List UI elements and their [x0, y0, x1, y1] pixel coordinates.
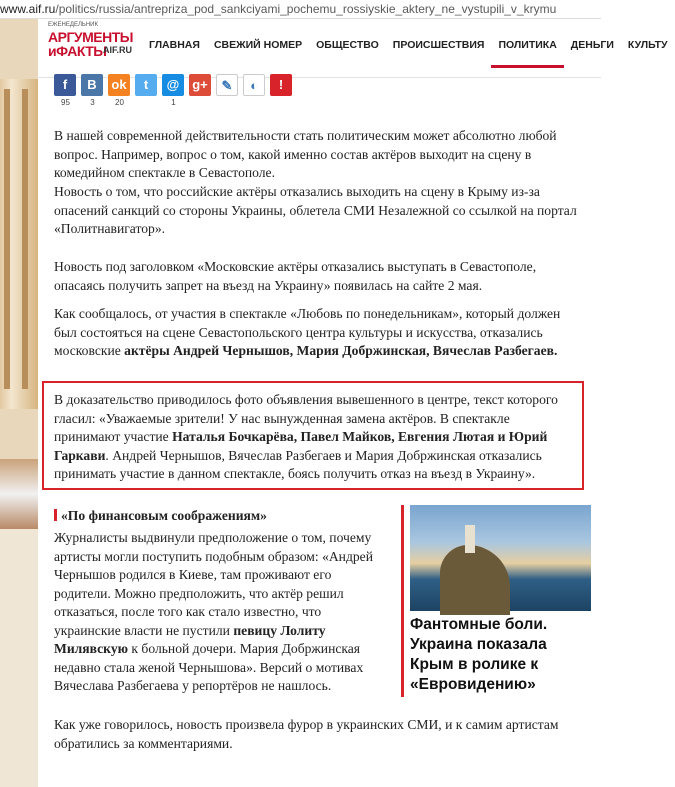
- site-header: [38, 19, 668, 78]
- share-facebook-button[interactable]: [54, 74, 77, 108]
- livejournal-count: [216, 98, 239, 108]
- nav-item-incidents[interactable]: ПРОИСШЕСТВИЯ: [392, 39, 485, 51]
- share-mailru-button[interactable]: [162, 74, 185, 108]
- facebook-icon: f: [54, 74, 76, 96]
- livejournal-icon: ✎: [216, 74, 238, 96]
- article-paragraph-3: Новость под заголовком «Московские актёры отказались выступать в Севастополе, опасаясь получить запрет на въезд на Украину» появилась на сайте 2 мая.: [54, 259, 537, 293]
- share-googleplus-button[interactable]: [189, 74, 212, 108]
- twitter-icon: t: [135, 74, 157, 96]
- nav-item-money[interactable]: ДЕНЬГИ: [570, 39, 614, 51]
- p6-link-lolita[interactable]: певицу Лолиту Милявскую: [54, 622, 326, 656]
- address-bar[interactable]: [0, 0, 601, 19]
- nav-item-home[interactable]: ГЛАВНАЯ: [149, 39, 200, 51]
- related-article-card[interactable]: [401, 505, 591, 701]
- share-vk-button[interactable]: [81, 74, 104, 108]
- liveinternet-count: [243, 98, 266, 108]
- background-banner-image: [0, 19, 38, 767]
- logo-domain: AIF.RU: [103, 45, 132, 55]
- related-article-image[interactable]: [410, 505, 591, 611]
- liveinternet-icon: ◐: [243, 74, 265, 96]
- article-paragraph-5: [54, 391, 574, 484]
- p5-text-a: В доказательство приводилось фото объявления вывешенного в центре, текст которого гласил: «Уважаемые зрители! У нас вынужденная замена актёров. В спектакле принимают участие: [54, 392, 558, 444]
- related-article-title[interactable]: Фантомные боли. Украина показала Крым в ролике к «Евровидению»: [410, 616, 548, 693]
- share-odnoklassniki-button[interactable]: [108, 74, 131, 108]
- share-report-button[interactable]: [270, 74, 293, 108]
- twitter-count: [135, 98, 158, 108]
- odnoklassniki-count: 20: [115, 98, 124, 107]
- nav-item-culture[interactable]: КУЛЬТУ: [627, 39, 668, 51]
- vk-icon: B: [81, 74, 103, 96]
- p5-text-b: . Андрей Чернышов, Вячеслав Разбегаев и Мария Добржинская отказались принимать участие в данном спектакле, боясь получить отказ на въезд в Украину».: [54, 447, 542, 481]
- share-liveinternet-button[interactable]: [243, 74, 266, 108]
- site-logo[interactable]: [48, 22, 133, 67]
- mailru-count: 1: [171, 98, 176, 107]
- p6-text-b: к больной дочери. Мария Добржинская недавно стала женой Чернышова». Версий о мотивах Вячеслава Разбегаева у репортёров не нашлось.: [54, 641, 364, 693]
- share-twitter-button[interactable]: [135, 74, 158, 108]
- share-livejournal-button[interactable]: [216, 74, 239, 108]
- nav-item-latest-issue[interactable]: СВЕЖИЙ НОМЕР: [213, 39, 303, 51]
- p4-text: Как сообщалось, от участия в спектакле «Любовь по понедельникам», который должен был состояться на сцене Севастопольского центра культуры и искусства, отказались московские: [54, 306, 561, 358]
- share-buttons: [54, 74, 297, 108]
- card-accent: [401, 505, 404, 697]
- p5-actors: Наталья Бочкарёва, Павел Майков, Евгения Лютая и Юрий Гаркави: [54, 429, 548, 463]
- subheading: «По финансовым соображениям»: [54, 508, 267, 524]
- logo-tagline: ЕЖЕНЕДЕЛЬНИК: [48, 22, 98, 28]
- nav-item-politics[interactable]: ПОЛИТИКА: [491, 29, 563, 68]
- facebook-count: 95: [61, 98, 70, 107]
- report-icon: !: [270, 74, 292, 96]
- logo-line2: иФАКТЫ: [48, 43, 107, 59]
- p4-actors: актёры Андрей Чернышов, Мария Добржинская, Вячеслав Разбегаев.: [124, 343, 558, 358]
- logo-line1: АРГУМЕНТЫ: [48, 29, 133, 45]
- vk-count: 3: [90, 98, 95, 107]
- article-paragraph-6: [54, 529, 384, 696]
- report-count: [270, 98, 293, 108]
- url-path: /politics/russia/antrepriza_pod_sankciyami_pochemu_rossiyskie_aktery_ne_vystupili_v_krymu: [55, 2, 557, 16]
- googleplus-icon: g+: [189, 74, 211, 96]
- odnoklassniki-icon: ok: [108, 74, 130, 96]
- p6-text-a: Журналисты выдвинули предположение о том, почему артисты могли поступить подобным образом: «Андрей Чернышов родился в Киеве, там проживают его родители. Можно предположить, что актёр решил отказаться, после того как стало известно, что украинские власти не пустили: [54, 530, 373, 638]
- nav-item-society[interactable]: ОБЩЕСТВО: [316, 39, 379, 51]
- googleplus-count: [189, 98, 212, 108]
- main-nav: [142, 29, 675, 67]
- article-paragraph-2: Новость о том, что российские актёры отказались выходить на сцену в Крыму из-за опасений санкций со стороны Украины, облетела СМИ Незалежной со ссылкой на портал «Политнавигатор».: [54, 184, 577, 236]
- article-paragraph-1: В нашей современной действительности стать политическим может абсолютно любой вопрос. Например, вопрос о том, какой именно состав актёров выходит на сцену в комедийном спектакле в Севастополе.: [54, 128, 557, 180]
- article-paragraph-7: Как уже говорилось, новость произвела фурор в украинских СМИ, и к самим артистам обратились за комментариями.: [54, 717, 559, 751]
- mailru-icon: @: [162, 74, 184, 96]
- url-domain: www.aif.ru: [0, 2, 56, 16]
- article-paragraph-4: [54, 305, 581, 361]
